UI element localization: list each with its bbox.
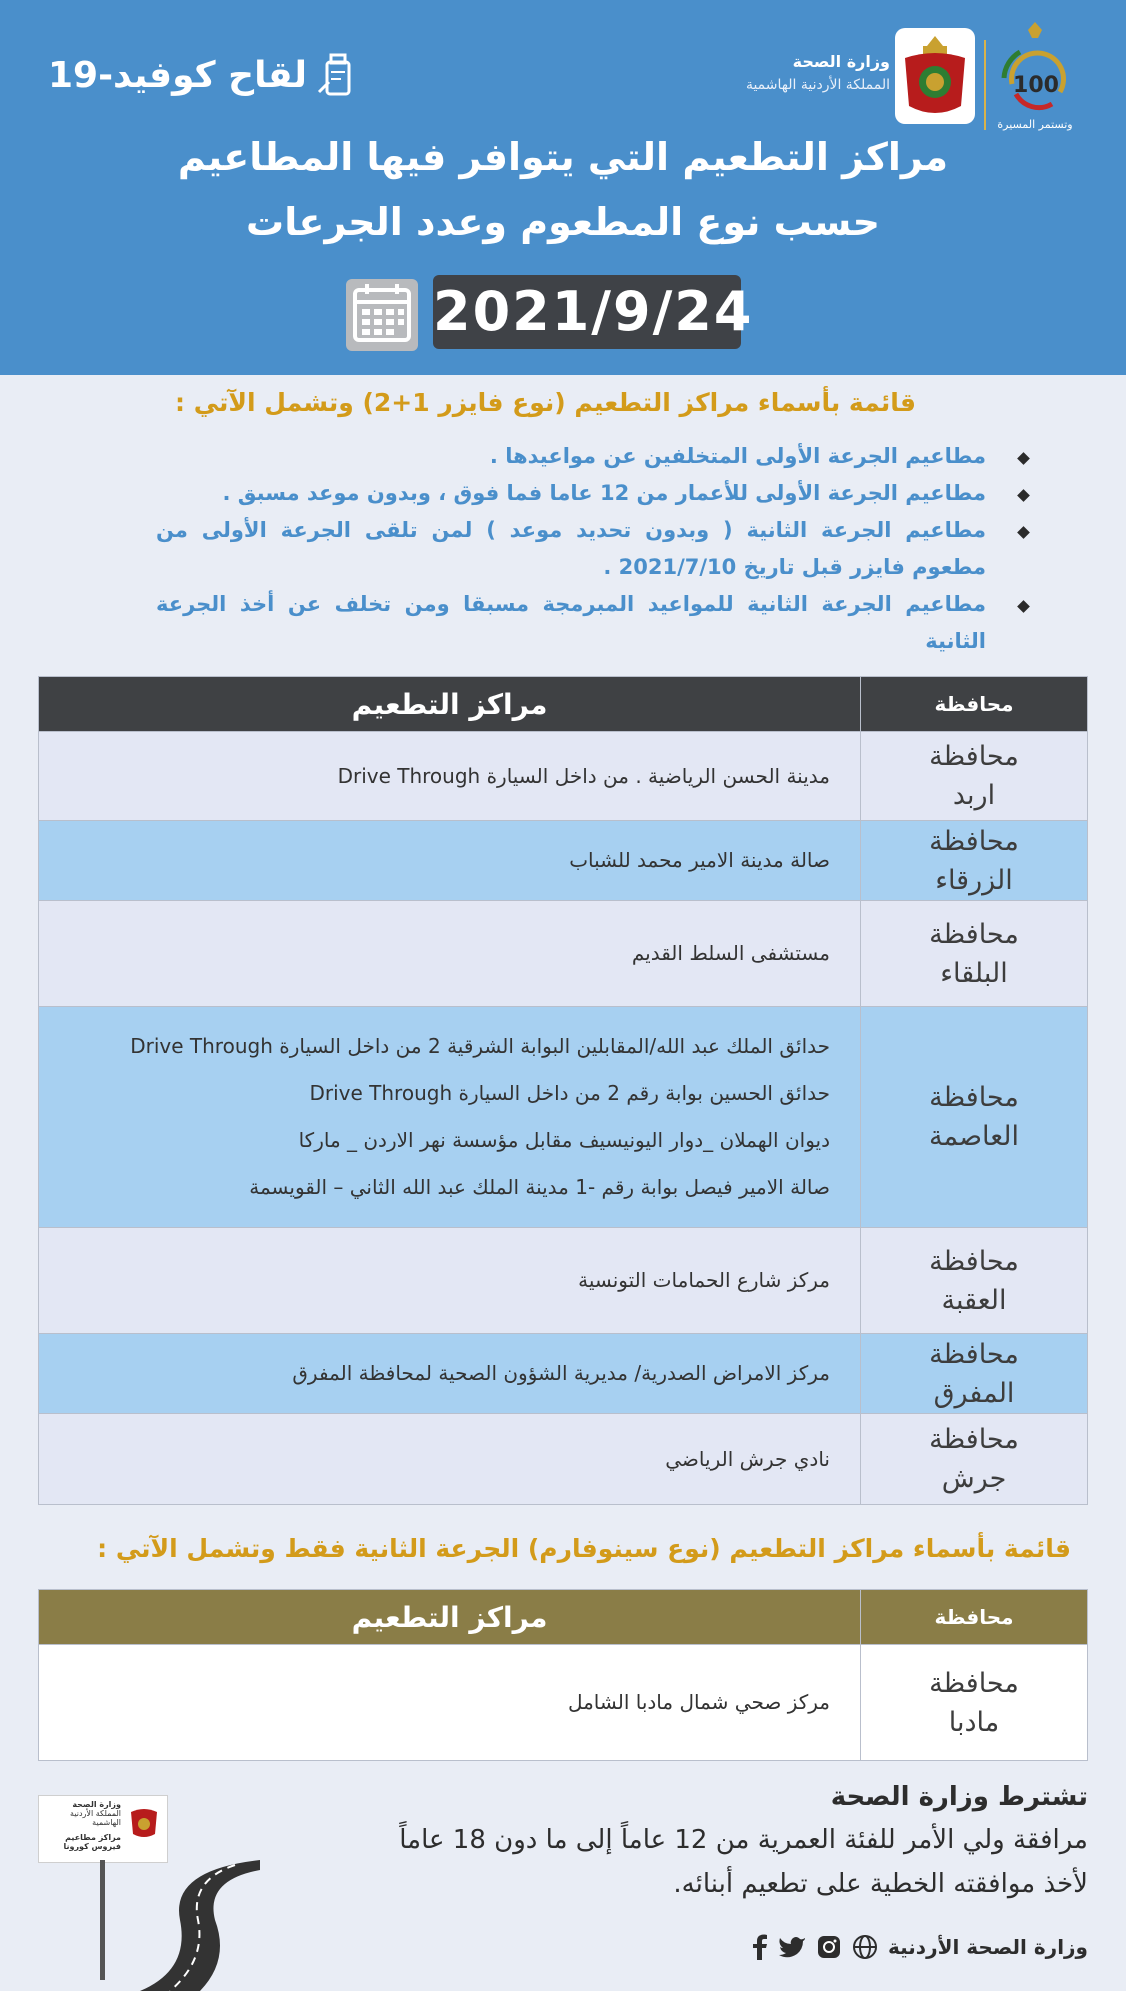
centers-cell: مستشفى السلط القديم <box>39 901 861 1007</box>
table-row <box>39 821 1088 901</box>
sign-emblem-icon <box>127 1802 161 1842</box>
brand <box>48 50 357 100</box>
centennial-caption: وتستمر المسيرة <box>997 118 1073 131</box>
title-line-2: حسب نوع المطعوم وعدد الجرعات <box>246 200 880 244</box>
header-centers: مراكز التطعيم <box>39 677 861 732</box>
table-row <box>39 1228 1088 1334</box>
header-banner <box>0 0 1126 375</box>
centers-cell: مركز صحي شمال مادبا الشامل <box>39 1645 861 1761</box>
table-header-row <box>39 677 1088 732</box>
centers-cell: مدينة الحسن الرياضية . من داخل السيارة Drive Through <box>39 732 861 821</box>
header-governorate: محافظة <box>861 1590 1088 1645</box>
governorate-cell: محافظة البلقاء <box>861 901 1088 1007</box>
requirement-note <box>368 1782 1088 1906</box>
centers-cell: مركز شارع الحمامات التونسية <box>39 1228 861 1334</box>
section1-title: قائمة بأسماء مراكز التطعيم (نوع فايزر 1+2) وتشمل الآتي : <box>175 388 916 417</box>
ministry-name: وزارة الصحة <box>792 52 890 71</box>
footer <box>752 1934 1088 1960</box>
bullet-item: مطاعيم الجرعة الأولى للأعمار من 12 عاما فما فوق ، وبدون موعد مسبق . <box>156 475 986 512</box>
brand-title: لقاح كوفيد-19 <box>48 54 308 96</box>
sign-line-3: مراكز مطاعيم فيروس كورونا <box>63 1833 121 1851</box>
table-row <box>39 1334 1088 1414</box>
bullet-item: مطاعيم الجرعة الأولى المتخلفين عن مواعيدها . <box>156 438 986 475</box>
bullet-list <box>156 438 986 660</box>
road-illustration <box>30 1860 260 1991</box>
table-row <box>39 901 1088 1007</box>
centers-cell: حدائق الملك عبد الله/المقابلين البوابة الشرقية 2 من داخل السيارة Drive Through حدائق الحسين بوابة رقم 2 من داخل السيارة Drive Through ديوان الهملان _دوار اليونيسيف مقابل مؤسسة نهر الاردن _ ماركا صالة الامير فيصل بوابة رقم -1 مدينة الملك عبد الله الثاني – القويسمة <box>39 1007 861 1228</box>
bullet-item: مطاعيم الجرعة الثانية ( وبدون تحديد موعد ) لمن تلقى الجرعة الأولى من مطعوم فايزر قبل تاريخ 2021/7/10 . <box>156 512 986 586</box>
centers-cell: صالة مدينة الامير محمد للشباب <box>39 821 861 901</box>
centennial-logo <box>990 22 1080 134</box>
calendar-icon <box>345 278 419 352</box>
header-centers: مراكز التطعيم <box>39 1590 861 1645</box>
ministry-block <box>690 52 890 93</box>
governorate-cell: محافظة جرش <box>861 1414 1088 1505</box>
pfizer-centers-table <box>38 676 1088 1505</box>
governorate-cell: محافظة مادبا <box>861 1645 1088 1761</box>
coat-of-arms-icon <box>895 28 975 124</box>
sign-line-2: المملكة الأردنية الهاشمية <box>70 1809 121 1827</box>
sign-line-1: وزارة الصحة <box>72 1800 121 1809</box>
centennial-number: 100 <box>1013 73 1059 98</box>
governorate-cell: محافظة الزرقاء <box>861 821 1088 901</box>
governorate-cell: محافظة العاصمة <box>861 1007 1088 1228</box>
facebook-icon[interactable] <box>752 1934 768 1960</box>
header-governorate: محافظة <box>861 677 1088 732</box>
note-body: مرافقة ولي الأمر للفئة العمرية من 12 عاماً إلى ما دون 18 عاماً لأخذ موافقته الخطية على تطعيم أبنائه. <box>399 1825 1088 1899</box>
centers-cell: نادي جرش الرياضي <box>39 1414 861 1505</box>
date-badge: 2021/9/24 <box>433 275 741 349</box>
table-row <box>39 1007 1088 1228</box>
globe-icon[interactable] <box>852 1934 878 1960</box>
title-line-1: مراكز التطعيم التي يتوافر فيها المطاعيم <box>177 135 949 179</box>
footer-text: وزارة الصحة الأردنية <box>888 1935 1088 1959</box>
twitter-icon[interactable] <box>778 1935 806 1959</box>
governorate-cell: محافظة اربد <box>861 732 1088 821</box>
sinopharm-centers-table <box>38 1589 1088 1761</box>
governorate-cell: محافظة المفرق <box>861 1334 1088 1414</box>
divider <box>984 40 986 130</box>
governorate-cell: محافظة العقبة <box>861 1228 1088 1334</box>
kingdom-name: المملكة الأردنية الهاشمية <box>745 77 890 93</box>
instagram-icon[interactable] <box>816 1934 842 1960</box>
table-header-row <box>39 1590 1088 1645</box>
note-title: تشترط وزارة الصحة <box>830 1782 1088 1812</box>
table-row <box>39 732 1088 821</box>
table-row <box>39 1414 1088 1505</box>
vaccine-icon <box>317 52 357 98</box>
centers-cell: مركز الامراض الصدرية/ مديرية الشؤون الصحية لمحافظة المفرق <box>39 1334 861 1414</box>
section2-title: قائمة بأسماء مراكز التطعيم (نوع سينوفارم) الجرعة الثانية فقط وتشمل الآتي : <box>97 1534 1071 1563</box>
table-row <box>39 1645 1088 1761</box>
bullet-item: مطاعيم الجرعة الثانية للمواعيد المبرمجة مسبقا ومن تخلف عن أخذ الجرعة الثانية <box>156 586 986 660</box>
road-sign <box>38 1795 168 1863</box>
